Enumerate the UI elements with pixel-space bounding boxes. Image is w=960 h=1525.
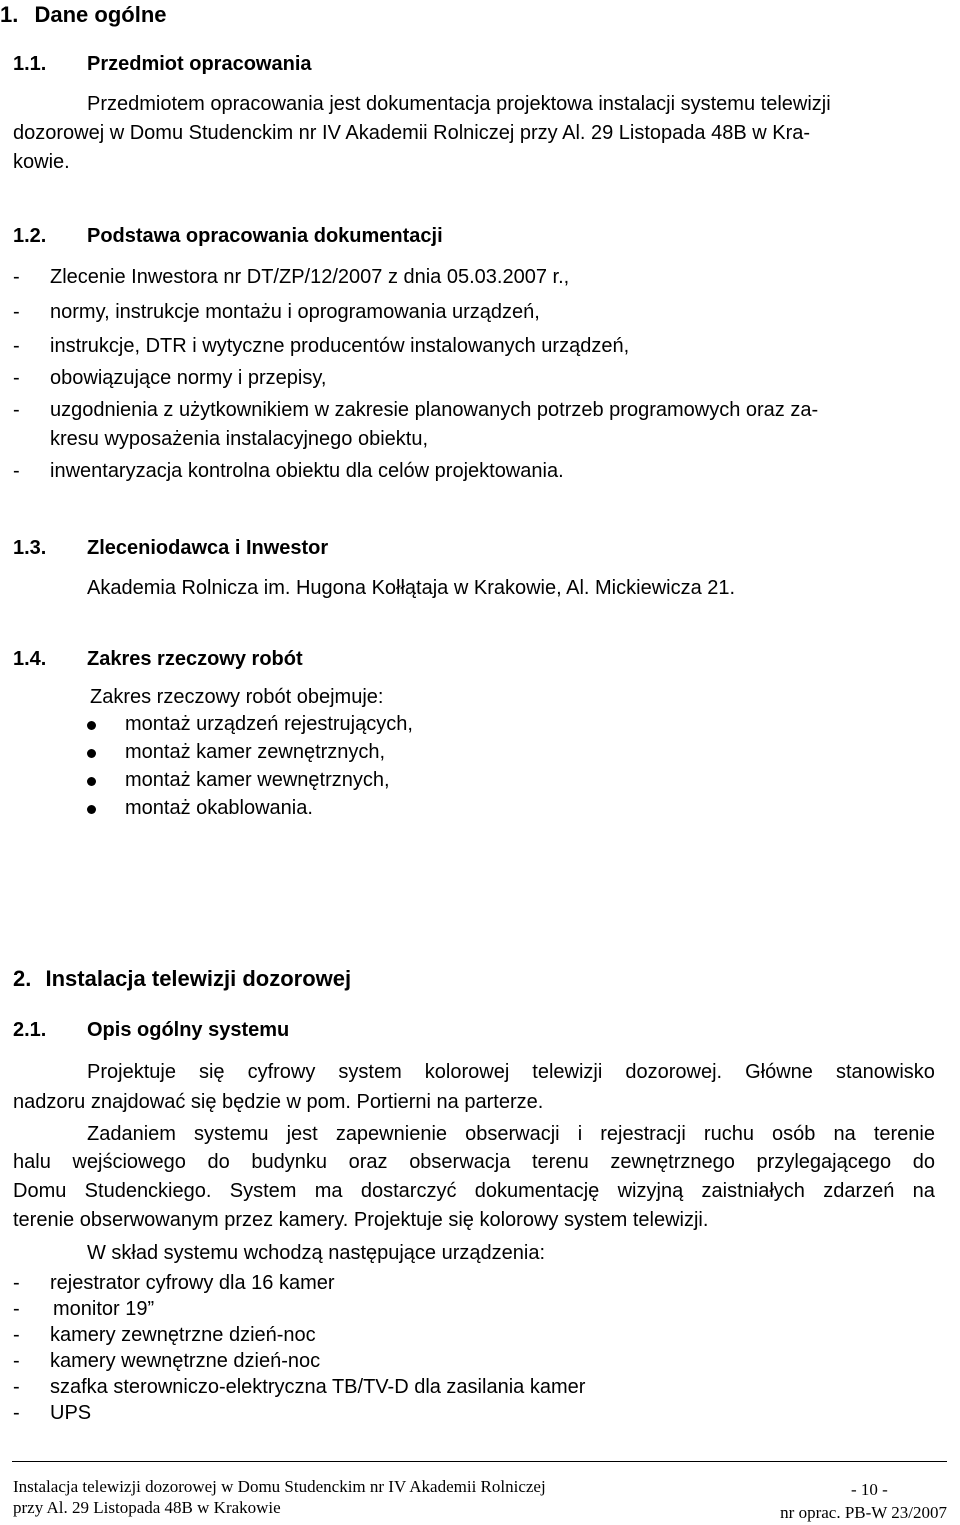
word: Domu [13,1180,67,1202]
footer-divider [12,1461,947,1462]
dash-marker: - [13,1272,20,1294]
word: terenu [532,1151,589,1173]
word: jest [286,1123,318,1145]
word: obserwacji [465,1123,560,1145]
word: kolorowej [424,1061,510,1083]
heading-1-4-title: Zakres rzeczowy robót [87,648,303,670]
investor-address: Akademia Rolnicza im. Hugona Kołłątaja w Krakowie, Al. Mickiewicza 21. [87,577,736,599]
list-item: kamery wewnętrzne dzień-noc [50,1350,321,1372]
dash-marker: - [13,1376,20,1398]
word: na [912,1180,935,1202]
word: zdarzeń [823,1180,895,1202]
paragraph-line: dozorowej w Domu Studenckim nr IV Akademii Rolniczej przy Al. 29 Listopada 48B w Kra- [13,122,811,144]
dash-marker: - [13,335,20,357]
word: zapewnienie [335,1123,448,1145]
paragraph-line-justified [87,1123,935,1146]
word: wizyjną [617,1180,684,1202]
heading-1-2-title: Podstawa opracowania dokumentacji [87,225,443,247]
word: do [912,1151,935,1173]
heading-1-number: 1. [0,2,19,27]
scope-intro: Zakres rzeczowy robót obejmuje: [90,686,384,708]
word: telewizji [532,1061,603,1083]
word: cyfrowy [247,1061,316,1083]
word: System [229,1180,297,1202]
word: Zadaniem [87,1123,176,1145]
paragraph-line: kowie. [13,151,70,173]
paragraph-line: W skład systemu wchodzą następujące urządzenia: [87,1242,546,1264]
dash-marker: - [13,399,20,421]
heading-1-title: Dane ogólne [34,2,167,27]
dash-marker: - [13,1402,20,1424]
word: systemu [194,1123,269,1145]
list-item: montaż urządzeń rejestrujących, [125,713,413,735]
dash-marker: - [13,460,20,482]
list-item: montaż kamer zewnętrznych, [125,741,386,763]
list-item: uzgodnienia z użytkownikiem w zakresie planowanych potrzeb programowych oraz za- [50,399,819,421]
word: osób [772,1123,816,1145]
word: wejściowego [72,1151,186,1173]
footer-title-line1: Instalacja telewizji dozorowej w Domu Studenckim nr IV Akademii Rolniczej [13,1477,546,1496]
dash-marker: - [13,1298,20,1320]
dash-marker: - [13,301,20,323]
word: Projektuje [87,1061,176,1083]
list-item: rejestrator cyfrowy dla 16 kamer [50,1272,335,1294]
heading-2-title: Instalacja telewizji dozorowej [45,966,352,991]
word: system [338,1061,402,1083]
paragraph-line: Przedmiotem opracowania jest dokumentacja projektowa instalacji systemu telewizji [87,93,831,115]
list-item: instrukcje, DTR i wytyczne producentów instalowanych urządzeń, [50,335,630,357]
word: terenie [873,1123,935,1145]
word: obserwacja [409,1151,511,1173]
list-item: kamery zewnętrzne dzień-noc [50,1324,316,1346]
list-item: montaż kamer wewnętrznych, [125,769,390,791]
dash-marker: - [13,367,20,389]
list-item: inwentaryzacja kontrolna obiektu dla celów projektowania. [50,460,564,482]
word: ruchu [703,1123,754,1145]
heading-1-3-number: 1.3. [13,537,47,559]
word: i [577,1123,583,1145]
list-item-continuation: kresu wyposażenia instalacyjnego obiektu, [50,428,428,450]
footer-title-line2: przy Al. 29 Listopada 48B w Krakowie [13,1498,281,1517]
heading-1-1-title: Przedmiot opracowania [87,53,312,75]
list-item: normy, instrukcje montażu i oprogramowania urządzeń, [50,301,540,323]
word: przylegającego [756,1151,892,1173]
word: stanowisko [835,1061,935,1083]
heading-2-1-number: 2.1. [13,1019,47,1041]
word: dokumentację [474,1180,600,1202]
paragraph-line-justified [13,1180,935,1203]
document-reference: nr oprac. PB-W 23/2007 [780,1503,947,1522]
list-item: obowiązujące normy i przepisy, [50,367,327,389]
heading-1-4-number: 1.4. [13,648,47,670]
word: dozorowej. [625,1061,723,1083]
list-item: szafka sterowniczo-elektryczna TB/TV-D dla zasilania kamer [50,1376,586,1398]
word: budynku [251,1151,327,1173]
heading-1-2-number: 1.2. [13,225,47,247]
word: rejestracji [600,1123,686,1145]
word: ma [314,1180,343,1202]
bullet-icon [87,805,96,814]
word: halu [13,1151,51,1173]
word: Studenckiego. [84,1180,212,1202]
heading-1-3-title: Zleceniodawca i Inwestor [87,537,329,559]
page-number: - 10 - [851,1480,888,1499]
word: oraz [348,1151,388,1173]
list-item: montaż okablowania. [125,797,313,819]
heading-1 [0,2,167,28]
dash-marker: - [13,1324,20,1346]
word: zaistniałych [701,1180,805,1202]
word: do [207,1151,230,1173]
heading-2 [13,966,351,992]
word: się [198,1061,225,1083]
word: na [833,1123,856,1145]
heading-2-number: 2. [13,966,32,991]
paragraph-line: terenie obserwowanym przez kamery. Projektuje się kolorowy system telewizji. [13,1209,709,1231]
heading-1-1-number: 1.1. [13,53,47,75]
word: Główne [745,1061,813,1083]
word: dostarczyć [360,1180,457,1202]
word: zewnętrznego [610,1151,735,1173]
paragraph-line-justified [13,1151,935,1174]
paragraph-line: nadzoru znajdować się będzie w pom. Portierni na parterze. [13,1091,544,1113]
paragraph-line-justified [87,1061,935,1084]
dash-marker: - [13,266,20,288]
list-item: UPS [50,1402,92,1424]
heading-2-1-title: Opis ogólny systemu [87,1019,290,1041]
bullet-icon [87,721,96,730]
dash-marker: - [13,1350,20,1372]
bullet-icon [87,777,96,786]
bullet-icon [87,749,96,758]
list-item: monitor 19” [53,1298,155,1320]
list-item: Zlecenie Inwestora nr DT/ZP/12/2007 z dnia 05.03.2007 r., [50,266,570,288]
